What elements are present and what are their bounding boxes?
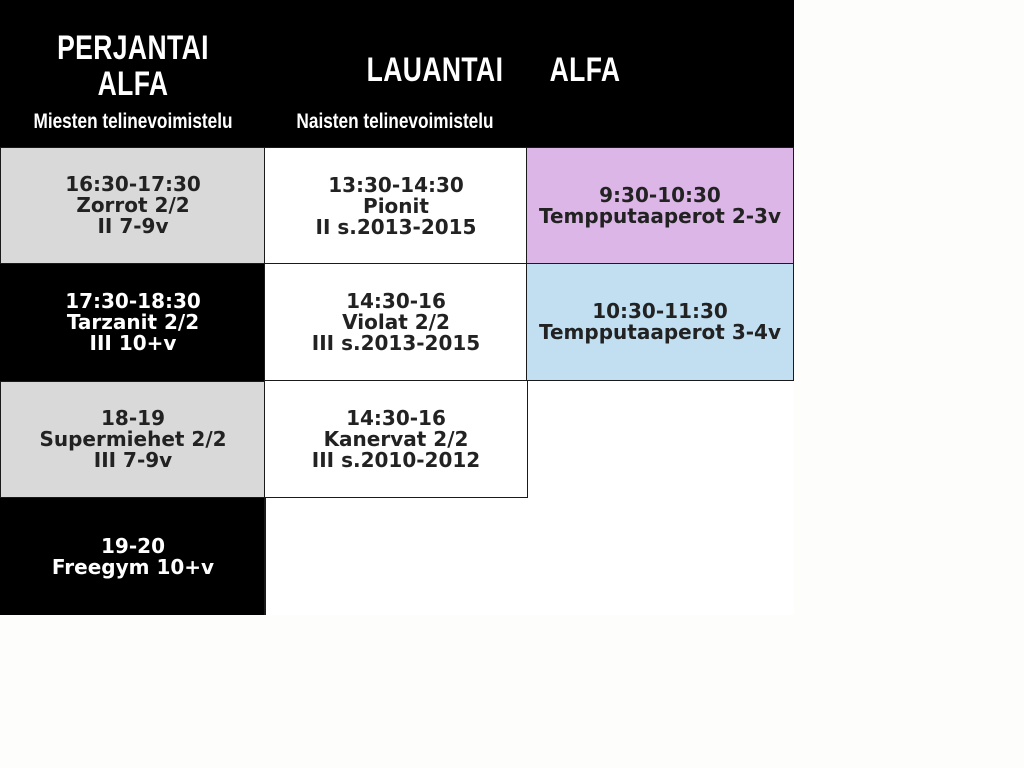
slot-group: Tempputaaperot 2-3v xyxy=(539,204,781,228)
slot-time: 17:30-18:30 xyxy=(65,289,201,313)
slot-group: Zorrot 2/2 xyxy=(76,193,190,217)
friday-slot-3 xyxy=(0,381,266,498)
friday-title xyxy=(29,30,236,102)
slot-info: III 10+v xyxy=(89,331,177,355)
slot-info: III s.2010-2012 xyxy=(311,447,481,472)
saturday-subtitle: Naisten telinevoimistelu xyxy=(296,110,494,133)
slot-group: Freegym 10+v xyxy=(51,554,215,579)
slot-group: Tarzanit 2/2 xyxy=(66,310,200,334)
saturday-place-label: ALFA xyxy=(549,51,621,89)
slot-group: Tempputaaperot 3-4v xyxy=(539,320,781,344)
slot-info: III 7-9v xyxy=(93,448,173,472)
slot-time: 13:30-14:30 xyxy=(328,172,464,197)
friday-place-label: ALFA xyxy=(97,65,169,103)
slot-time: 10:30-11:30 xyxy=(592,299,728,323)
saturday-day-label: LAUANTAI xyxy=(366,51,504,89)
friday-subtitle: Miesten telinevoimistelu xyxy=(33,110,233,133)
saturday-women-slot-3 xyxy=(264,380,528,498)
slot-group: Supermiehet 2/2 xyxy=(39,427,227,451)
slot-group: Pionit xyxy=(363,193,429,218)
friday-slot-1 xyxy=(0,147,266,264)
slot-info: II 7-9v xyxy=(97,214,169,238)
slot-time: 14:30-16 xyxy=(346,289,446,313)
slot-time: 18-19 xyxy=(101,406,165,430)
slot-group: Violat 2/2 xyxy=(342,310,450,334)
saturday-women-slot-2 xyxy=(264,263,528,382)
column-divider xyxy=(264,497,266,615)
friday-slot-2 xyxy=(0,264,266,381)
slot-info: II s.2013-2015 xyxy=(315,214,477,239)
slot-group: Kanervat 2/2 xyxy=(323,426,469,451)
saturday-kids-slot-2 xyxy=(526,263,794,381)
friday-slot-4 xyxy=(0,498,266,615)
saturday-women-slot-1 xyxy=(264,147,528,265)
slot-time: 16:30-17:30 xyxy=(65,172,201,196)
slot-info: III s.2013-2015 xyxy=(311,331,481,355)
schedule-header xyxy=(0,0,794,147)
saturday-kids-slot-1 xyxy=(526,147,794,265)
slot-time: 19-20 xyxy=(101,533,165,558)
friday-day-label: PERJANTAI xyxy=(57,29,209,67)
slot-time: 14:30-16 xyxy=(346,405,446,430)
slot-time: 9:30-10:30 xyxy=(599,183,721,207)
